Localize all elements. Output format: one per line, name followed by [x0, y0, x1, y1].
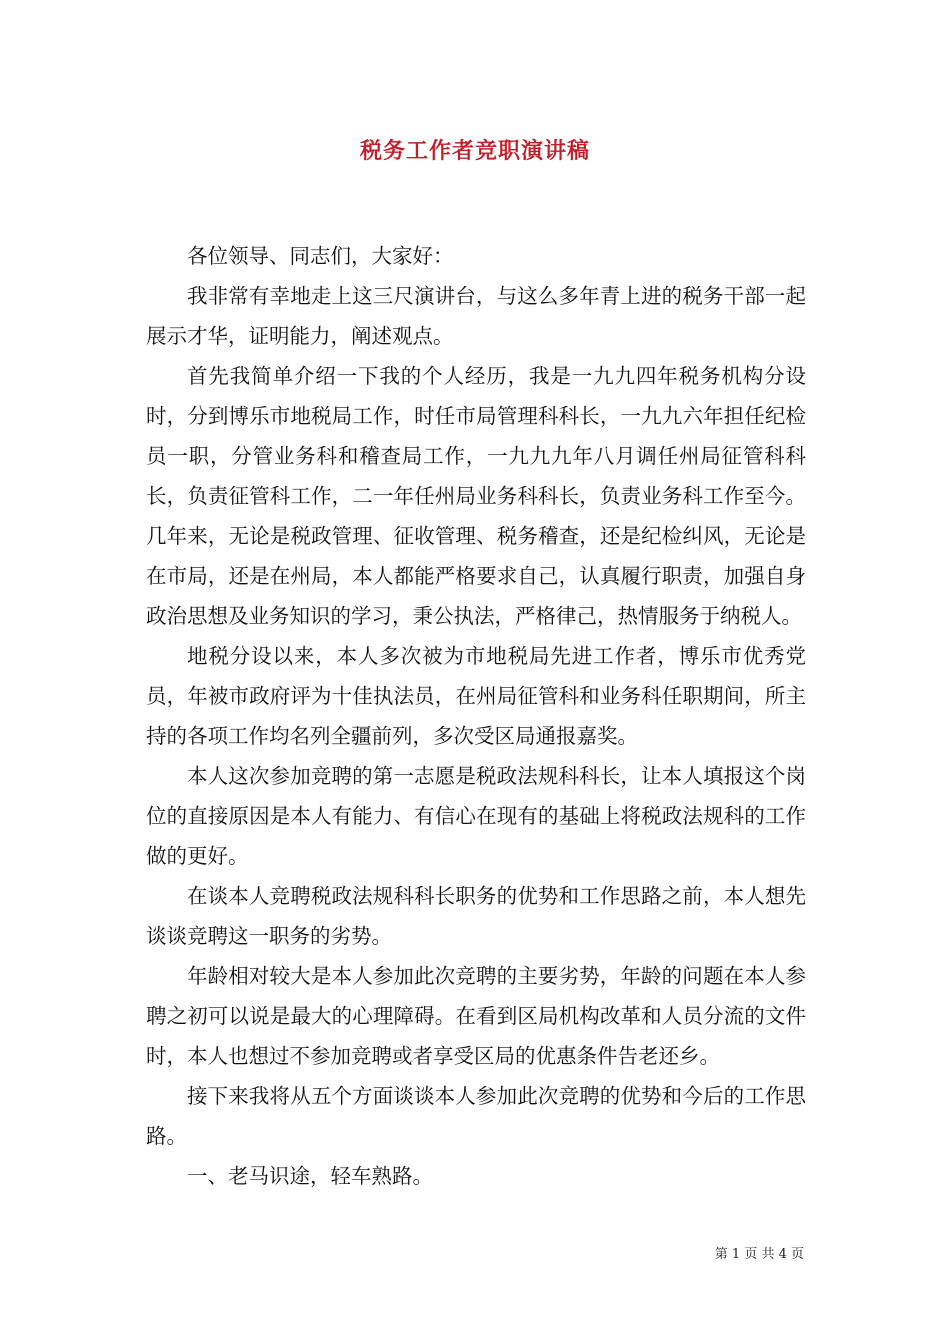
- paragraph: 本人这次参加竞聘的第一志愿是税政法规科科长，让本人填报这个岗位的直接原因是本人有能力、有信心在现有的基础上将税政法规科的工作做的更好。: [146, 764, 806, 868]
- paragraph: 接下来我将从五个方面谈谈本人参加此次竞聘的优势和今后的工作思路。: [146, 1084, 806, 1148]
- paragraph: 年龄相对较大是本人参加此次竞聘的主要劣势，年龄的问题在本人参聘之初可以说是最大的心理障碍。在看到区局机构改革和人员分流的文件时，本人也想过不参加竞聘或者享受区局的优惠条件告老还乡。: [146, 964, 806, 1068]
- paragraph: 首先我简单介绍一下我的个人经历，我是一九九四年税务机构分设时，分到博乐市地税局工作，时任市局管理科科长，一九九六年担任纪检员一职，分管业务科和稽查局工作，一九九九年八月调任州局征管科科长，负责征管科工作，二一年任州局业务科科长，负责业务科工作至今。几年来，无论是税政管理、征收管理、税务稽查，还是纪检纠风，无论是在市局，还是在州局，本人都能严格要求自己，认真履行职责，加强自身政治思想及业务知识的学习，秉公执法，严格律己，热情服务于纳税人。: [146, 364, 806, 628]
- paragraph: 在谈本人竞聘税政法规科科长职务的优势和工作思路之前，本人想先谈谈竞聘这一职务的劣势。: [146, 884, 806, 948]
- document-body: [146, 236, 806, 1196]
- paragraph-greeting: 各位领导、同志们，大家好：: [187, 244, 454, 268]
- page-number-footer: 第 1 页 共 4 页: [714, 1247, 804, 1262]
- document-title: 税务工作者竞职演讲稿: [359, 138, 590, 164]
- paragraph: 我非常有幸地走上这三尺演讲台，与这么多年青上进的税务干部一起展示才华，证明能力，阐述观点。: [146, 284, 806, 348]
- paragraph-section-heading: 一、老马识途，轻车熟路。: [187, 1164, 433, 1188]
- paragraph: 地税分设以来，本人多次被为市地税局先进工作者，博乐市优秀党员，年被市政府评为十佳执法员，在州局征管科和业务科任职期间，所主持的各项工作均名列全疆前列，多次受区局通报嘉奖。: [146, 644, 806, 748]
